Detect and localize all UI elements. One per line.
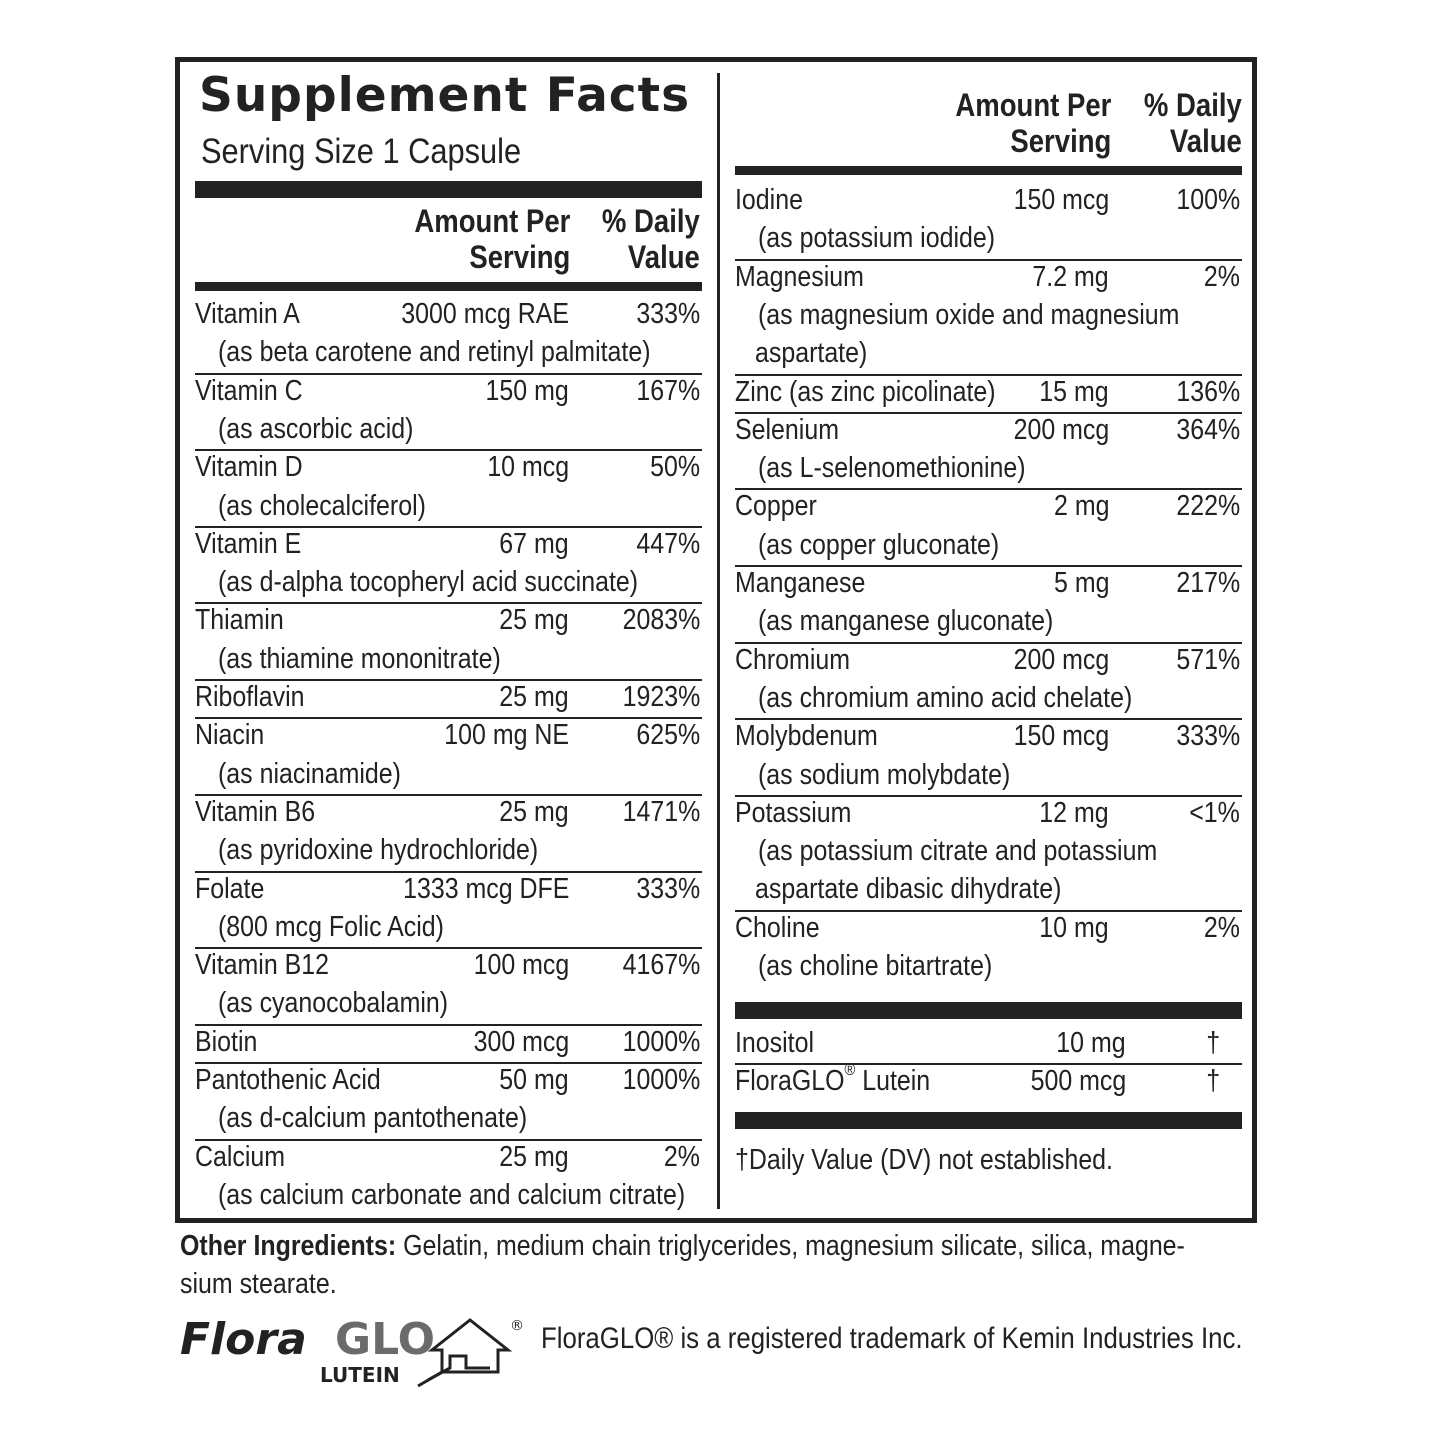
nutrient-amount: 25 mg: [499, 604, 569, 637]
nutrient-name: Vitamin D: [195, 451, 303, 484]
footnote: †Daily Value (DV) not established.: [735, 1144, 1113, 1176]
nutrient-daily-value: 2%: [1203, 260, 1240, 293]
nutrient-amount: 25 mg: [499, 681, 569, 713]
nutrient-amount: 10 mg: [1039, 911, 1109, 944]
column-divider: [717, 73, 720, 1209]
nutrient-source: (as thiamine mononitrate): [218, 642, 501, 675]
nutrient-amount: 100 mg NE: [444, 719, 569, 752]
header-amount-right: [955, 87, 1111, 159]
nutrient-daily-value: 333%: [636, 298, 700, 330]
nutrient-daily-value: 1000%: [622, 1064, 700, 1096]
other-ingredients: [180, 1227, 1195, 1303]
nutrient-daily-value: 1471%: [622, 795, 700, 828]
nutrient-name: Biotin: [195, 1025, 258, 1058]
nutrient-name: [735, 1026, 814, 1060]
nutrient-source: aspartate dibasic dihydrate): [755, 873, 1062, 906]
nutrient-source: (as cholecalciferol): [218, 489, 426, 522]
nutrient-daily-value: 1923%: [622, 681, 700, 713]
header-daily-value: [602, 203, 700, 275]
nutrient-name: Iodine: [735, 184, 803, 216]
nutrient-name-text: Inositol: [735, 1027, 815, 1059]
nutrient-amount: 3000 mcg RAE: [401, 298, 569, 330]
nutrient-name: Folate: [195, 872, 265, 905]
nutrient-source: (as L-selenomethionine): [758, 452, 1026, 485]
nutrient-name: Riboflavin: [195, 681, 305, 713]
registered-mark: ®: [844, 1060, 856, 1080]
header-dv-line2: Value: [1170, 123, 1242, 159]
nutrient-daily-value: 333%: [1176, 720, 1240, 753]
nutrient-source: aspartate): [755, 337, 868, 370]
trademark-note: FloraGLO® is a registered trademark of Kemin Industries Inc.: [541, 1322, 1243, 1355]
nutrient-source: (as potassium citrate and potassium: [758, 835, 1158, 868]
nutrient-daily-value: 333%: [636, 872, 700, 905]
nutrient-source: (as manganese gluconate): [758, 605, 1054, 638]
nutrient-name: Calcium: [195, 1140, 286, 1173]
thick-rule-other-bottom: [735, 1112, 1242, 1129]
nutrient-source: (as ascorbic acid): [218, 412, 414, 445]
nutrient-name: Copper: [735, 490, 817, 523]
header-dv-line1: % Daily: [1144, 87, 1242, 123]
thick-rule-other-top: [735, 1002, 1242, 1019]
nutrient-name: Vitamin A: [195, 298, 300, 330]
nutrient-amount: 10 mcg: [487, 451, 569, 484]
nutrient-name: Magnesium: [735, 260, 864, 293]
nutrient-name: Selenium: [735, 413, 839, 446]
nutrient-name: Niacin: [195, 719, 265, 752]
nutrient-name: Zinc (as zinc picolinate): [735, 375, 996, 408]
nutrient-amount: 150 mcg: [1013, 720, 1109, 753]
nutrient-name: [735, 1060, 931, 1098]
nutrient-daily-value: 2%: [663, 1140, 700, 1173]
nutrient-daily-value: 447%: [636, 527, 700, 560]
logo-word-glo: GLO: [335, 1314, 435, 1365]
nutrient-daily-value: <1%: [1189, 796, 1240, 829]
nutrient-daily-value: 100%: [1176, 184, 1240, 216]
nutrient-name: Chromium: [735, 643, 851, 676]
nutrient-amount: 10 mg: [1056, 1027, 1126, 1059]
serving-size: Serving Size 1 Capsule: [201, 132, 522, 171]
nutrient-name: Choline: [735, 911, 820, 944]
nutrient-daily-value: 625%: [636, 719, 700, 752]
nutrient-source: (as sodium molybdate): [758, 758, 1011, 791]
nutrient-amount: 1333 mcg DFE: [402, 872, 569, 905]
header-amount-line1: Amount Per: [955, 87, 1111, 123]
nutrient-source: (as magnesium oxide and magnesium: [758, 298, 1180, 331]
nutrient-source: (800 mcg Folic Acid): [218, 910, 444, 943]
nutrient-source: (as cyanocobalamin): [218, 987, 449, 1020]
logo-registered: ®: [510, 1318, 524, 1334]
nutrient-name: Molybdenum: [735, 720, 878, 753]
nutrient-amount: 200 mcg: [1013, 643, 1109, 676]
nutrient-daily-value: 1000%: [622, 1025, 700, 1058]
nutrient-name: Manganese: [735, 567, 866, 599]
nutrient-source: (as d-calcium pantothenate): [218, 1102, 528, 1135]
nutrient-amount: 67 mg: [499, 527, 569, 560]
nutrient-amount: 2 mg: [1053, 490, 1109, 523]
header-amount-line2: Serving: [469, 239, 570, 275]
nutrient-source: (as potassium iodide): [758, 222, 996, 255]
logo-word-flora: Flora: [180, 1314, 307, 1365]
medium-rule: [195, 282, 702, 291]
nutrient-name: Vitamin B12: [195, 949, 330, 982]
nutrient-name: Pantothenic Acid: [195, 1064, 381, 1096]
nutrient-source: (as niacinamide): [218, 757, 401, 790]
nutrient-amount: 150 mg: [485, 374, 569, 407]
nutrient-amount: 5 mg: [1053, 567, 1109, 599]
nutrient-daily-value: 2%: [1203, 911, 1240, 944]
nutrient-daily-value: 50%: [650, 451, 700, 484]
other-ingredients-label: Other Ingredients:: [180, 1230, 397, 1262]
nutrient-name-text: FloraGLO: [735, 1065, 845, 1098]
nutrient-name: Vitamin C: [195, 374, 303, 407]
header-dv-line2: Value: [628, 239, 700, 275]
panel-title: Supplement Facts: [199, 68, 691, 123]
nutrient-name: Thiamin: [195, 604, 284, 637]
header-amount-line1: Amount Per: [414, 203, 570, 239]
logo-sub-lutein: LUTEIN: [320, 1363, 400, 1387]
nutrient-source: (as copper gluconate): [758, 528, 1000, 561]
nutrient-daily-value: †: [1206, 1027, 1220, 1059]
nutrient-amount: 25 mg: [499, 795, 569, 828]
nutrient-amount: 150 mcg: [1013, 184, 1109, 216]
nutrient-daily-value: †: [1206, 1065, 1220, 1098]
medium-rule-right: [735, 166, 1242, 175]
nutrient-amount: 200 mcg: [1013, 413, 1109, 446]
nutrient-name: Vitamin B6: [195, 795, 316, 828]
nutrient-daily-value: 136%: [1176, 375, 1240, 408]
floraglo-lutein-logo: [180, 1310, 530, 1390]
nutrient-daily-value: 571%: [1176, 643, 1240, 676]
thick-rule: [195, 181, 702, 198]
nutrient-source: (as beta carotene and retinyl palmitate): [218, 336, 651, 369]
nutrient-name: Potassium: [735, 796, 852, 829]
header-amount: [414, 203, 570, 275]
nutrient-amount: 25 mg: [499, 1140, 569, 1173]
nutrient-source: (as d-alpha tocopheryl acid succinate): [218, 566, 639, 599]
nutrient-source: (as choline bitartrate): [758, 950, 993, 982]
nutrient-amount: 15 mg: [1039, 375, 1109, 408]
nutrient-amount: 300 mcg: [473, 1025, 569, 1058]
nutrient-source: (as pyridoxine hydrochloride): [218, 834, 539, 867]
nutrient-daily-value: 2083%: [622, 604, 700, 637]
nutrient-amount: 7.2 mg: [1032, 260, 1109, 293]
nutrient-source: (as calcium carbonate and calcium citrate): [218, 1178, 686, 1211]
nutrient-daily-value: 4167%: [622, 949, 700, 982]
header-amount-line2: Serving: [1010, 123, 1111, 159]
nutrient-name-suffix: Lutein: [855, 1065, 931, 1098]
header-dv-line1: % Daily: [602, 203, 700, 239]
nutrient-daily-value: 167%: [636, 374, 700, 407]
nutrient-daily-value: 364%: [1176, 413, 1240, 446]
nutrient-amount: 12 mg: [1039, 796, 1109, 829]
nutrient-amount: 100 mcg: [473, 949, 569, 982]
nutrient-daily-value: 217%: [1176, 567, 1240, 599]
nutrient-daily-value: 222%: [1176, 490, 1240, 523]
header-daily-value-right: [1144, 87, 1242, 159]
nutrient-amount: 50 mg: [499, 1064, 569, 1096]
nutrient-name: Vitamin E: [195, 527, 302, 560]
nutrient-amount: 500 mcg: [1030, 1065, 1126, 1098]
other-ingredients-text: Gelatin, medium chain triglycerides, magnesium silicate, silica, magne-sium stearate.: [180, 1230, 1185, 1300]
nutrient-source: (as chromium amino acid chelate): [758, 681, 1133, 714]
